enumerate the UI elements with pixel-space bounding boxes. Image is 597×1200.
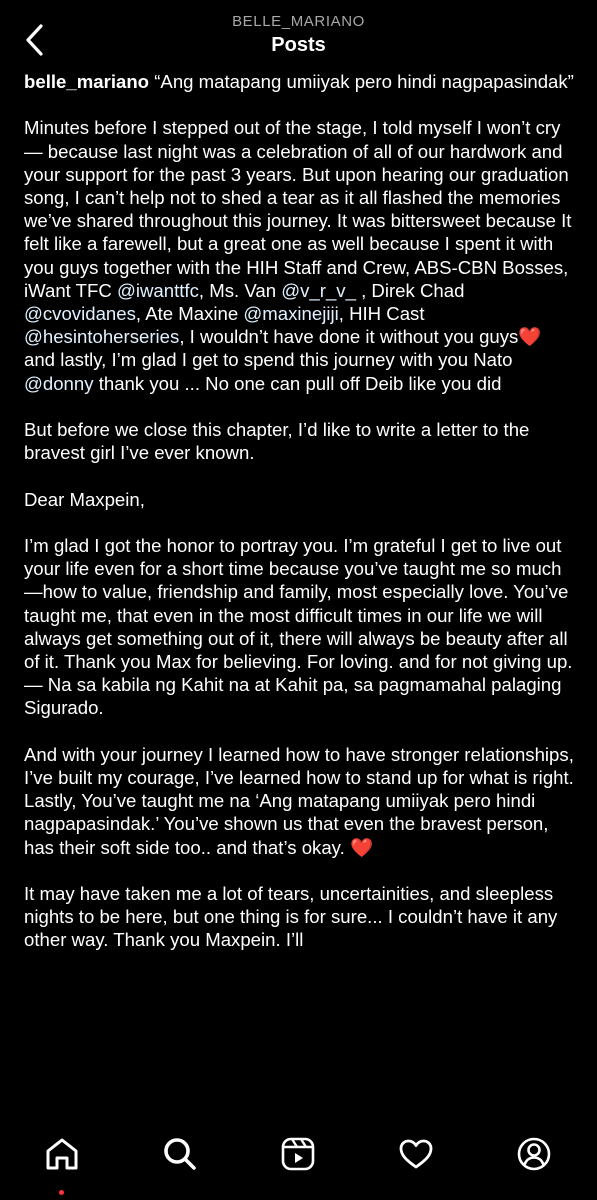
profile-icon [516,1136,552,1172]
caption-paragraph-5 [24,743,576,859]
caption-text: Minutes before I stepped out of the stage, I told myself I won’t cry— because last night was a celebration of all of our hardwork and your support for the past 3 years. But upon hearing our graduation song, I can’t help not to shed a tear as it all flashed the memories we’ve shared throughout this journey. It was bittersweet because It felt like a farewell, but a great one as well because I spent it with you guys together with the HIH Staff and Crew, ABS-CBN Bosses, iWant TFC [24,117,572,301]
notification-dot [59,1190,64,1195]
caption-text: And with your journey I learned how to have stronger relationships, I’ve built my courage, I’ve learned how to stand up for what is right. Lastly, You’ve taught me na ‘Ang matapang umiiyak pero hindi nagpapasindak.’ You’ve shown us that even the bravest person, has their soft side too.. and that’s okay. [24,743,574,858]
nav-home[interactable] [38,1130,86,1178]
page-title: Posts [271,34,326,56]
mention-link[interactable]: @cvovidanes [24,303,136,325]
nav-search[interactable] [156,1130,204,1178]
nav-profile[interactable] [510,1130,558,1178]
bottom-nav-bar [0,1110,597,1200]
caption-text: , Ms. Van [198,279,282,301]
mention-link[interactable]: @maxinejiji [243,303,339,325]
caption-paragraph-6: It may have taken me a lot of tears, uncertainities, and sleepless nights to be here, but one thing is for sure... I couldn’t have it any other way. Thank you Maxpein. I’ll [24,883,558,951]
nav-reels[interactable] [274,1130,322,1178]
caption-paragraph-4: I’m glad I got the honor to portray you. I’m grateful I get to live out your life even for a short time because you’ve taught me so much—how to value, friendship and family, most especially love. You’ve taught me, that even in the most difficult times in our life we will always get something out of it, there will always be beauty after all of it. Thank you Max for believing. For loving. and for not giving up. — Na sa kabila ng Kahit na at Kahit pa, sa pagmamahal palaging Sigurado. [24,535,573,719]
post-username[interactable]: belle_mariano [24,71,150,92]
top-bar [0,0,597,70]
caption-paragraph-2: But before we close this chapter, I’d like to write a letter to the bravest girl I’ve ever known. [24,419,530,464]
caption-text: , I wouldn’t have done it without you guys [179,326,519,348]
caption-text: , Direk Chad [355,279,465,301]
heart-emoji: ❤️ [518,326,542,348]
caption-quote: “Ang matapang umiiyak pero hindi nagpapasindak” [154,71,574,92]
reels-icon [280,1136,316,1172]
caption-text: thank you ... No one can pull off Deib like you did [93,372,502,394]
mention-link[interactable]: @donny [24,372,94,394]
nav-activity[interactable] [392,1130,440,1178]
mention-link[interactable]: @hesintoherseries [24,326,180,348]
caption-text: , HIH Cast [338,303,425,325]
mention-link[interactable]: @v_r_v_ [281,279,356,301]
header-titles [0,12,597,58]
caption-text: and lastly, I’m glad I get to spend this journey with you Nato [24,349,513,371]
caption-paragraph-3: Dear Maxpein, [24,488,145,510]
caption-text: , Ate Maxine [135,303,244,325]
header-username: BELLE_MARIANO [232,13,365,30]
heart-icon [398,1136,434,1172]
home-icon [44,1136,80,1172]
mention-link[interactable]: @iwanttfc [116,279,199,301]
search-icon [162,1136,198,1172]
heart-emoji: ❤️ [349,836,374,858]
caption-first-line [24,70,576,93]
post-caption-area [24,70,576,1110]
caption-paragraph-1 [24,116,576,394]
